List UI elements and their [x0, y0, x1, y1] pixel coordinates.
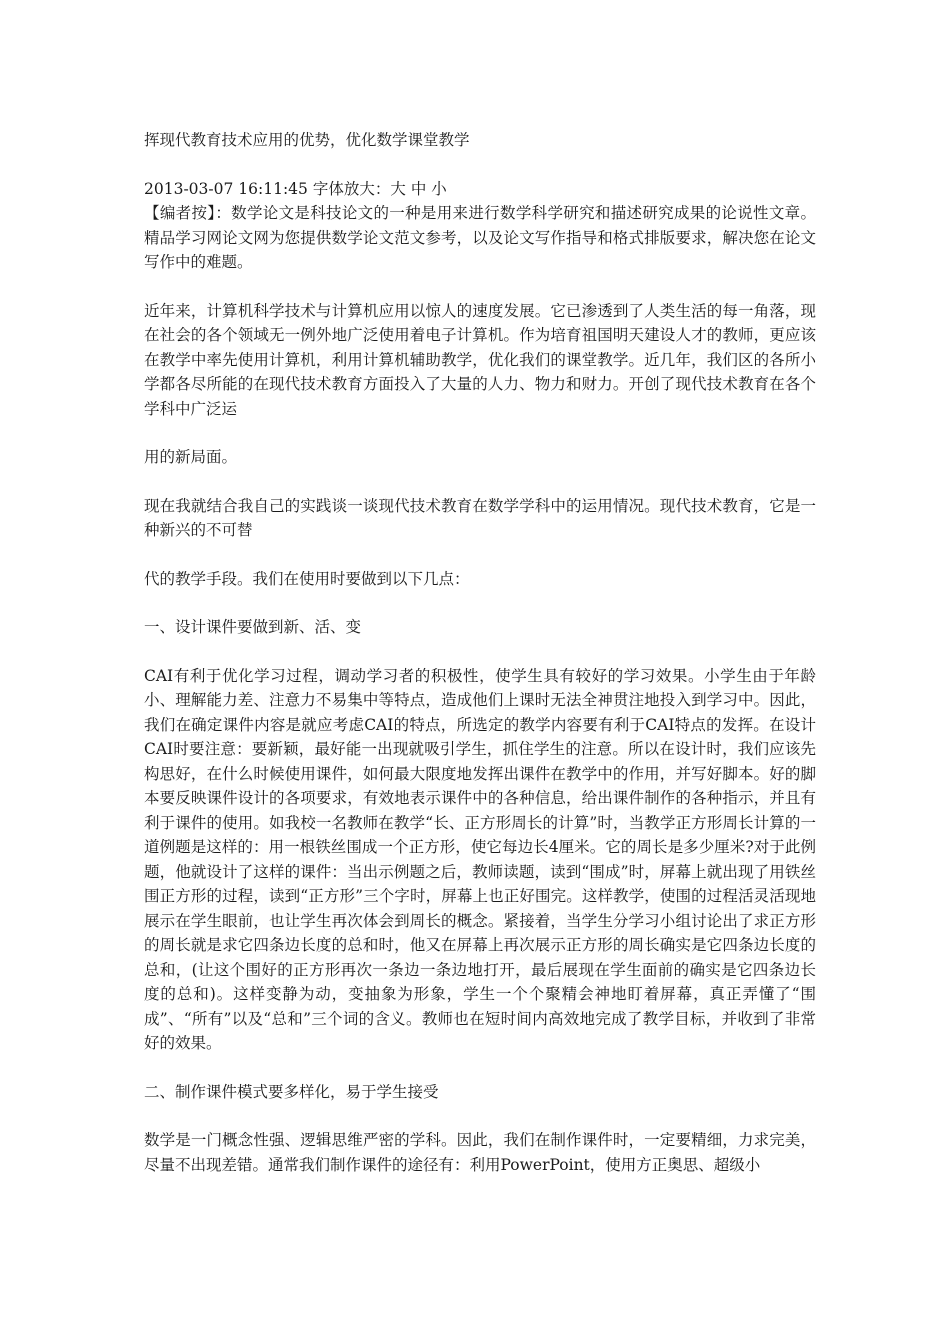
- publish-date: 2013-03-07 16:11:45: [144, 179, 308, 198]
- section-heading: 一、设计课件要做到新、活、变: [144, 618, 362, 636]
- font-size-medium-button[interactable]: 中: [410, 179, 427, 198]
- paragraph: CAI有利于优化学习过程，调动学习者的积极性，使学生具有较好的学习效果。小学生由于年龄小、理解能力差、注意力不易集中等特点，造成他们上课时无法全神贯注地投入到学习中。因此，我们在确定课件内容是就应考虑CAI的特点，所选定的教学内容要有利于CAI特点的发挥。在设计CAI时要注意：要新颖，最好能一出现就吸引学生，抓住学生的注意。所以在设计时，我们应该先构思好，在什么时候使用课件，如何最大限度地发挥出课件在教学中的作用，并写好脚本。好的脚本要反映课件设计的各项要求，有效地表示课件中的各种信息，给出课件制作的各种指示，并且有利于课件的使用。如我校一名教师在教学“长、正方形周长的计算”时，当教学正方形周长计算的一道例题是这样的：用一根铁丝围成一个正方形，使它每边长4厘米。它的周长是多少厘米?对于此例题，他就设计了这样的课件：当出示例题之后，教师读题，读到“围成”时，屏幕上就出现了用铁丝围正方形的过程，读到“正方形”三个字时，屏幕上也正好围完。这样教学，使围的过程活灵活现地展示在学生眼前，也让学生再次体会到周长的概念。紧接着，当学生分学习小组讨论出了求正方形的周长就是求它四条边长度的总和时，他又在屏幕上再次展示正方形的周长确实是它四条边长度的总和，(让这个围好的正方形再次一条边一条边地打开，最后展现在学生面前的确实是它四条边长度的总和)。这样变静为动，变抽象为形象，学生一个个聚精会神地盯着屏幕，真正弄懂了“围成”、“所有”以及“总和”三个词的含义。教师也在短时间内高效地完成了教学目标，并收到了非常好的效果。: [144, 666, 816, 1052]
- article: [144, 128, 816, 1201]
- section-heading: 二、制作课件模式要多样化，易于学生接受: [144, 1082, 439, 1101]
- font-size-label: 字体放大：: [312, 179, 391, 198]
- article-title: 挥现代教育技术应用的优势，优化数学课堂教学: [144, 131, 470, 149]
- paragraph: 用的新局面。: [144, 448, 238, 466]
- paragraph: 现在我就结合我自己的实践谈一谈现代技术教育在数学学科中的运用情况。现代技术教育，它是一种新兴的不可替: [144, 496, 816, 539]
- font-size-large-button[interactable]: 大: [390, 179, 406, 198]
- paragraph: 数学是一门概念性强、逻辑思维严密的学科。因此，我们在制作课件时，一定要精细，力求完美，尽量不出现差错。通常我们制作课件的途径有：利用PowerPoint，使用方正奥思、超级小: [144, 1131, 816, 1174]
- editor-note: 【编者按】：数学论文是科技论文的一种是用来进行数学科学研究和描述研究成果的论说性文章。精品学习网论文网为您提供数学论文范文参考，以及论文写作指导和格式排版要求，解决您在论文写作中的难题。: [144, 204, 816, 271]
- paragraph: 近年来，计算机科学技术与计算机应用以惊人的速度发展。它已渗透到了人类生活的每一角落，现在社会的各个领域无一例外地广泛使用着电子计算机。作为培育祖国明天建设人才的教师，更应该在教学中率先使用计算机，利用计算机辅助教学，优化我们的课堂教学。近几年，我们区的各所小学都各尽所能的在现代技术教育方面投入了大量的人力、物力和财力。开创了现代技术教育在各个学科中广泛运: [144, 301, 816, 418]
- article-meta: [144, 177, 816, 202]
- paragraph: 代的教学手段。我们在使用时要做到以下几点：: [144, 569, 470, 588]
- font-size-small-button[interactable]: 小: [431, 179, 447, 198]
